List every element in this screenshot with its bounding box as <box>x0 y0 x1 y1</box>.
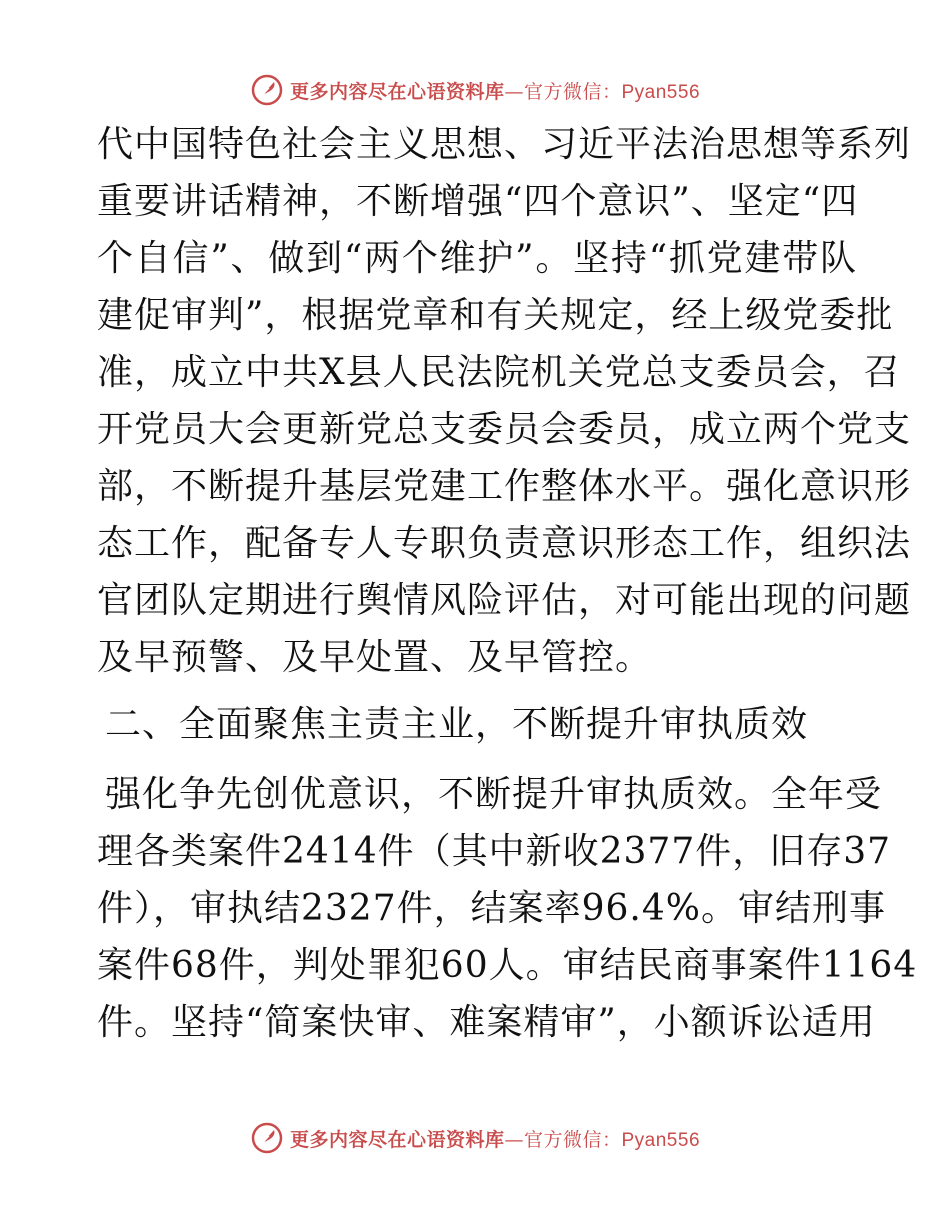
paragraph1-line-5: 准，成立中共X县人民法院机关党总支委员会，召 <box>97 352 901 393</box>
feather-circle-logo-icon <box>250 1121 284 1155</box>
header-watermark-banner <box>0 70 950 110</box>
footer-watermark-banner <box>0 1118 950 1158</box>
header-banner-label: 官方微信： <box>523 80 622 103</box>
footer-banner-text <box>290 1125 700 1152</box>
feather-circle-logo-icon <box>250 73 284 107</box>
paragraph1-line-7: 部，不断提升基层党建工作整体水平。强化意识形 <box>97 466 912 507</box>
paragraph1-line-2: 重要讲话精神，不断增强“四个意识”、坚定“四 <box>97 181 859 222</box>
paragraph1-line-4: 建促审判”，根据党章和有关规定，经上级党委批 <box>97 295 894 336</box>
paragraph2-line-1: 强化争先创优意识，不断提升审执质效。全年受 <box>105 774 883 815</box>
paragraph2-line-4: 案件68件，判处罪犯60人。审结民商事案件1164 <box>97 945 918 986</box>
paragraph1-line-3: 个自信”、做到“两个维护”。坚持“抓党建带队 <box>97 238 857 279</box>
header-banner-main: 更多内容尽在心语资料库 <box>289 80 505 103</box>
paragraph2-line-2: 理各类案件2414件（其中新收2377件，旧存37 <box>97 831 892 872</box>
section-heading-2: 二、全面聚焦主责主业，不断提升审执质效 <box>105 704 809 745</box>
paragraph1-line-1: 代中国特色社会主义思想、习近平法治思想等系列 <box>97 124 912 165</box>
footer-banner-main: 更多内容尽在心语资料库 <box>289 1128 505 1151</box>
footer-banner-dash: — <box>504 1128 524 1151</box>
paragraph1-line-8: 态工作，配备专人专职负责意识形态工作，组织法 <box>97 523 912 564</box>
paragraph1-line-9: 官团队定期进行舆情风险评估，对可能出现的问题 <box>97 580 912 621</box>
paragraph1-line-10: 及早预警、及早处置、及早管控。 <box>97 637 653 678</box>
footer-banner-label: 官方微信： <box>523 1128 622 1151</box>
header-banner-account: Pyan556 <box>621 81 701 103</box>
paragraph2-line-3: 件），审执结2327件，结案率96.4%。审结刑事 <box>97 888 886 929</box>
header-banner-text <box>290 77 700 104</box>
paragraph2-line-5: 件。坚持“简案快审、难案精审”，小额诉讼适用 <box>97 1002 876 1043</box>
header-banner-dash: — <box>504 80 524 103</box>
paragraph1-line-6: 开党员大会更新党总支委员会委员，成立两个党支 <box>97 409 912 450</box>
footer-banner-account: Pyan556 <box>621 1129 701 1151</box>
